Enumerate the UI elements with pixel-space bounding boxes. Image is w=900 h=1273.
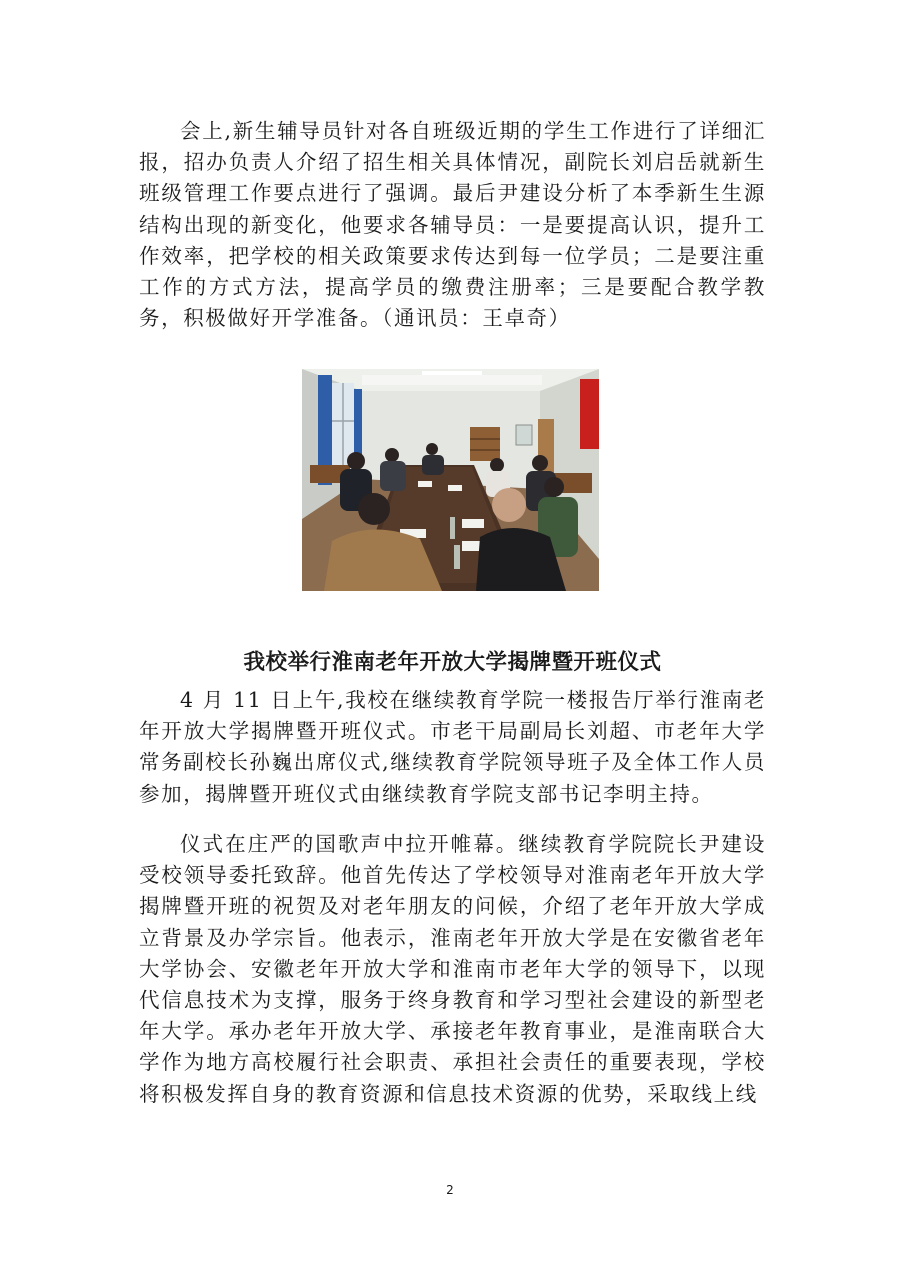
page-number: 2 <box>446 1183 454 1197</box>
meeting-report-paragraph: 会上,新生辅导员针对各自班级近期的学生工作进行了详细汇报，招办负责人介绍了招生相关具体情况，副院长刘启岳就新生班级管理工作要点进行了强调。最后尹建设分析了本季新生生源结构出现的新变化，他要求各辅导员：一是要提高认识，提升工作效率，把学校的相关政策要求传达到每一位学员；二是要注重工作的方式方法，提高学员的缴费注册率；三是要配合教学教务，积极做好开学准备。（通讯员：王卓奇） <box>139 119 766 331</box>
ceremony-speech-paragraph: 仪式在庄严的国歌声中拉开帷幕。继续教育学院院长尹建设受校领导委托致辞。他首先传达了学校领导对淮南老年开放大学揭牌暨开班的祝贺及对老年朋友的问候，介绍了老年开放大学成立背景及办学宗旨。他表示，淮南老年开放大学是在安徽省老年大学协会、安徽老年开放大学和淮南市老年大学的领导下，以现代信息技术为支撑，服务于终身教育和学习型社会建设的新型老年大学。承办老年开放大学、承接老年教育事业，是淮南联合大学作为地方高校履行社会职责、承担社会责任的重要表现，学校将积极发挥自身的教育资源和信息技术资源的优势，采取线上线 <box>139 832 766 1106</box>
meeting-photo <box>302 369 599 591</box>
ceremony-intro-paragraph: 4 月 11 日上午,我校在继续教育学院一楼报告厅举行淮南老年开放大学揭牌暨开班仪式。市老干局副局长刘超、市老年大学常务副校长孙巍出席仪式,继续教育学院领导班子及全体工作人员参加，揭牌暨开班仪式由继续教育学院支部书记李明主持。 <box>139 688 766 806</box>
article-headline: 我校举行淮南老年开放大学揭牌暨开班仪式 <box>243 650 662 675</box>
